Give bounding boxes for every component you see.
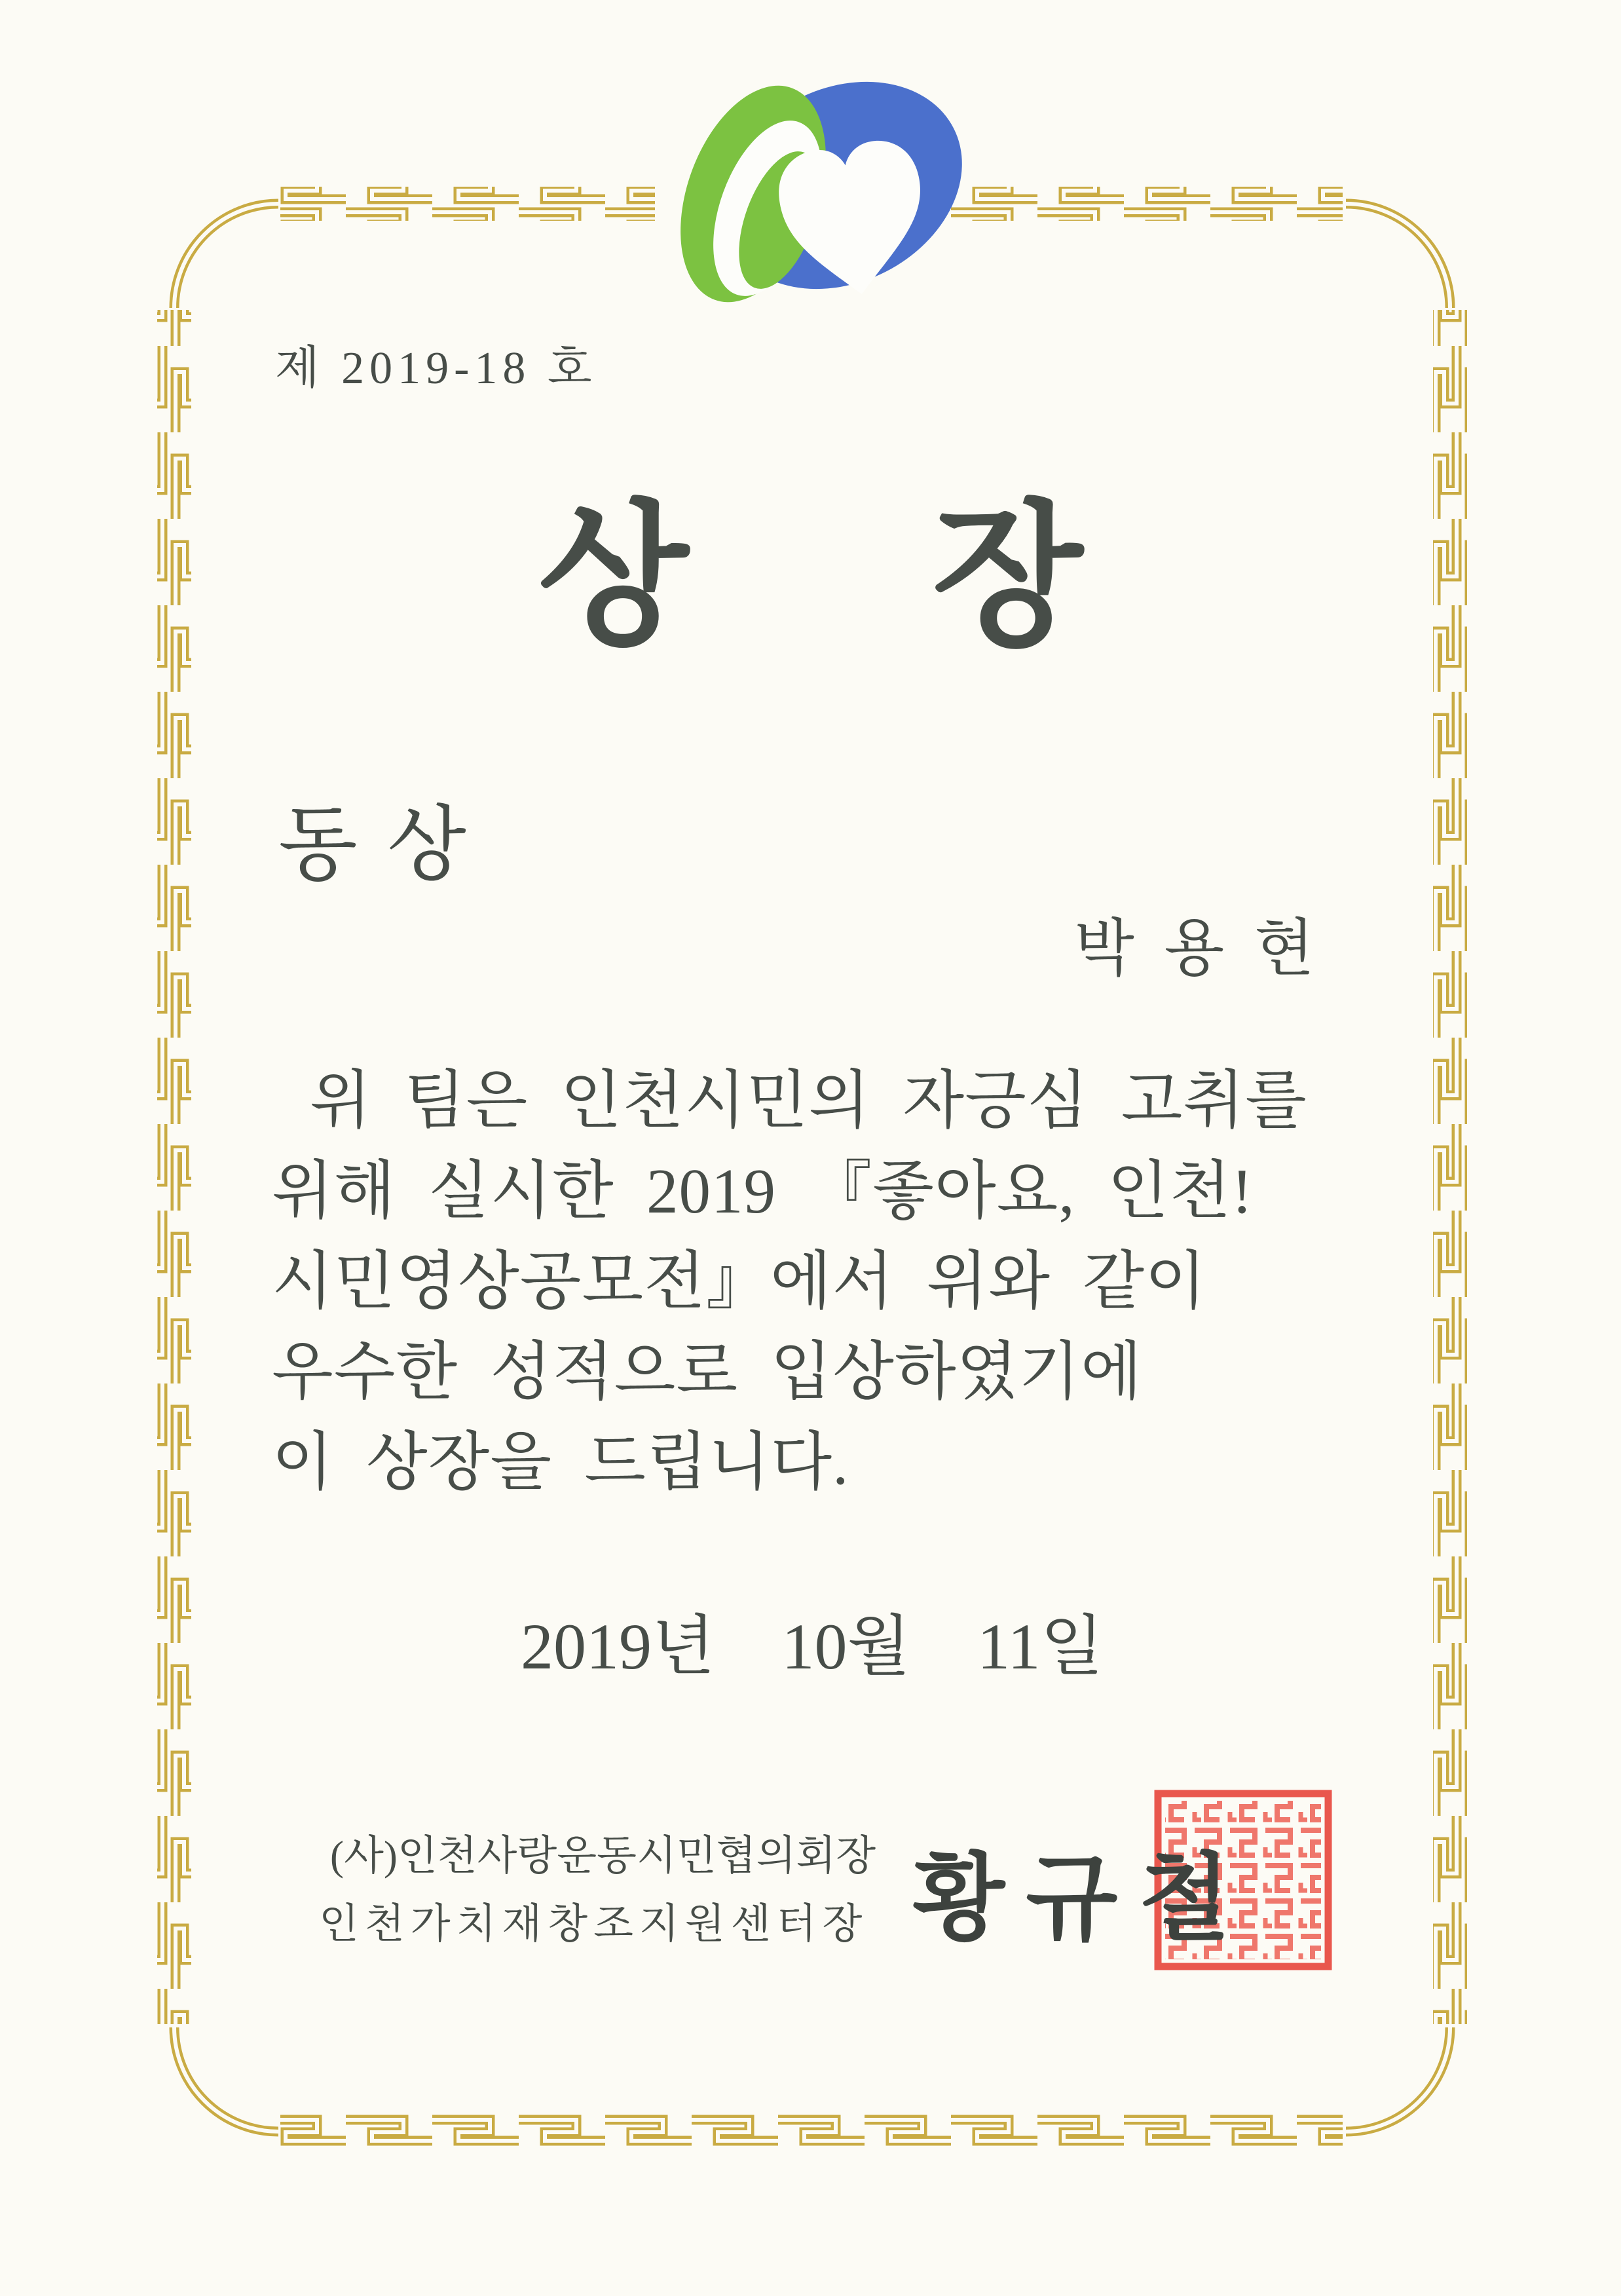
body-line: 위해 실시한 2019 『좋아요, 인천! — [272, 1156, 1254, 1226]
certificate-title: 상장 — [538, 492, 1327, 664]
signer-name: 황 규 철 — [913, 1847, 1232, 1952]
issue-date: 2019년 10월 11일 — [520, 1610, 1104, 1683]
body-line: 우수한 성적으로 입상하였기에 — [272, 1337, 1143, 1407]
body-line: 이 상장을 드립니다. — [272, 1427, 849, 1497]
incheon-love-emblem — [655, 51, 982, 326]
recipient-name: 박 용 현 — [1074, 914, 1317, 983]
body-paragraph — [272, 1056, 1398, 1508]
award-grade: 동 상 — [278, 800, 470, 891]
issuer-title-line-1: (사)인천사랑운동시민협의회장 — [330, 1833, 876, 1879]
incheon-love-emblem-graphic — [655, 51, 982, 326]
issuer-title-line-2: 인천가치재창조지원센터장 — [319, 1901, 868, 1947]
body-line: 위 팀은 인천시민의 자긍심 고취를 — [310, 1066, 1307, 1136]
body-line: 시민영상공모전』에서 위와 같이 — [272, 1247, 1207, 1317]
doc-number: 제 2019-18 호 — [275, 343, 597, 394]
